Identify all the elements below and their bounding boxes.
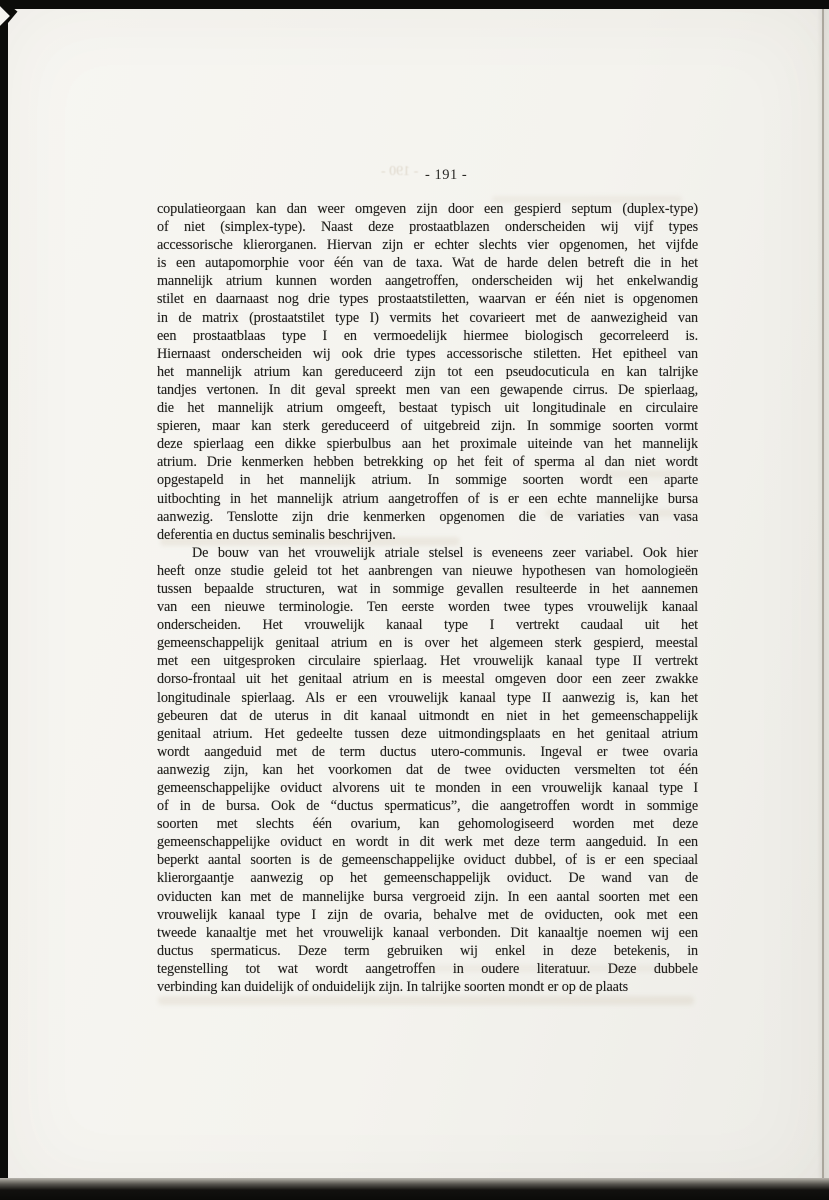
text-line: aanwezig zijn, kan het voorkomen dat de twee oviducten versmelten tot één: [157, 761, 698, 778]
text-line: De bouw van het vrouwelijk atriale stelsel is eveneens zeer variabel. Ook hier: [192, 544, 698, 561]
text-line: vrouwelijk kanaal type I zijn de ovaria, behalve met de oviducten, ook met een: [157, 906, 698, 923]
text-line: onderscheiden. Het vrouwelijk kanaal type I vertrekt caudaal uit het: [157, 617, 698, 634]
text-line: in de matrix (prostaatstilet type I) vermits het covarieert met de aanwezigheid van: [157, 309, 698, 326]
page-number: - 191 -: [425, 167, 468, 183]
text-line: deze spierlaag een dikke spierbulbus aan het proximale uiteinde van het mannelijk: [157, 436, 698, 453]
bleedthrough-page-number: - 190 -: [381, 164, 419, 179]
text-line: accessorische klierorganen. Hiervan zijn er echter slechts vier opgenomen, het vijfde: [157, 237, 698, 254]
text-line: heeft onze studie geleid tot het aanbrengen van nieuwe hypothesen van homologieën: [157, 562, 698, 579]
text-line: oviducten kan met de mannelijke bursa vergroeid zijn. In een aantal soorten met een: [157, 888, 698, 905]
text-line: tandjes vertonen. In dit geval spreekt men van een gewapende cirrus. De spierlaag,: [157, 381, 698, 398]
text-line: genitaal atrium. Het gedeelte tussen deze uitmondingsplaats en het genitaal atrium: [157, 725, 698, 742]
text-line: tweede kanaaltje met het vrouwelijk kanaal verbonden. Dit kanaaltje noemen wij een: [157, 924, 698, 941]
text-line: mannelijk atrium kunnen worden aangetroffen, onderscheiden wij het enkelwandig: [157, 273, 698, 290]
text-line: wordt aangeduid met de term ductus utero-communis. Ingeval er twee ovaria: [157, 743, 698, 760]
text-line: verbinding kan duidelijk of onduidelijk zijn. In talrijke soorten mondt er op de plaats: [157, 979, 629, 996]
scan-border-left: [0, 0, 8, 1200]
bleedthrough-smudge: [158, 996, 694, 1005]
text-line: gebeuren dat de uterus in dit kanaal uitmondt en niet in het gemeenschappelijk: [157, 707, 698, 724]
text-line: van een nieuwe terminologie. Ten eerste worden twee types vrouwelijk kanaal: [157, 599, 698, 616]
text-line: of niet (simplex-type). Naast deze prostaatblazen onderscheiden wij vijf types: [157, 219, 698, 236]
body-text: [157, 200, 698, 996]
scan-border-top: [0, 0, 829, 9]
text-line: soorten met slechts één ovarium, kan gehomologiseerd worden met deze: [157, 816, 698, 833]
text-line: of in de bursa. Ook de “ductus spermaticus”, die aangetroffen wordt in sommige: [157, 798, 698, 815]
text-line: gemeenschappelijke oviduct en wordt in dit werk met deze term aangeduid. In een: [157, 834, 698, 851]
text-line: tegenstelling tot wat wordt aangetroffen in oudere literatuur. Deze dubbele: [157, 960, 698, 977]
page-edge-line: [822, 9, 824, 1180]
text-line: ductus spermaticus. Deze term gebruiken wij enkel in deze betekenis, in: [157, 942, 698, 959]
text-line: gemeenschappelijk genitaal atrium en is over het algemeen sterk gespierd, meestal: [157, 635, 698, 652]
text-line: met een uitgesproken circulaire spierlaag. Het vrouwelijk kanaal type II vertrekt: [157, 653, 698, 670]
text-line: spieren, maar kan sterk gereduceerd of uitgebreid zijn. In sommige soorten vormt: [157, 418, 698, 435]
text-line: gemeenschappelijke oviduct alvorens uit te monden in een vrouwelijk kanaal type I: [157, 780, 698, 796]
text-line: copulatieorgaan kan dan weer omgeven zijn door een gespierd septum (duplex-type): [157, 201, 698, 217]
text-line: beperkt aantal soorten is de gemeenschappelijke oviduct dubbel, of is er een speciaal: [157, 852, 698, 869]
text-line: dorso-frontaal uit het genitaal atrium en is meestal omgeven door een zeer zwakke: [157, 671, 698, 688]
text-line: aanwezig. Tenslotte zijn drie kenmerken opgenomen die de variaties van vasa: [157, 508, 698, 525]
text-line: stilet en daarnaast nog drie types prostaatstiletten, waarvan er één niet is opgenomen: [157, 291, 698, 308]
text-line: longitudinale spierlaag. Als er een vrouwelijk kanaal type II aanwezig is, kan het: [157, 689, 698, 706]
text-line: atrium. Drie kenmerken hebben betrekking op het feit of sperma al dan niet wordt: [157, 454, 698, 471]
text-line: deferentia en ductus seminalis beschrijven.: [157, 526, 396, 543]
text-line: opgestapeld in het mannelijk atrium. In sommige soorten wordt een aparte: [157, 472, 698, 489]
text-line: het mannelijk atrium kan gereduceerd zijn tot een pseudocuticula en kan talrijke: [157, 363, 698, 380]
scan-border-bottom: [0, 1178, 829, 1200]
text-line: is een autapomorphie voor één van de taxa. Wat de harde delen betreft die in het: [157, 255, 698, 272]
text-line: tussen bepaalde structuren, wat in sommige gevallen resulteerde in het aannemen: [157, 580, 698, 597]
text-line: die het mannelijk atrium omgeeft, bestaat typisch uit longitudinale en circulaire: [157, 400, 698, 417]
text-line: Hiernaast onderscheiden wij ook drie types accessorische stiletten. Het epitheel van: [157, 345, 698, 362]
text-line: klierorgaantje aanwezig op het gemeenschappelijk oviduct. De wand van de: [157, 870, 698, 887]
text-line: een prostaatblaas type I en vermoedelijk hiermee biologisch gecorreleerd is.: [157, 327, 698, 344]
text-line: uitbochting in het mannelijk atrium aangetroffen of is er een echte mannelijke bursa: [157, 490, 698, 507]
